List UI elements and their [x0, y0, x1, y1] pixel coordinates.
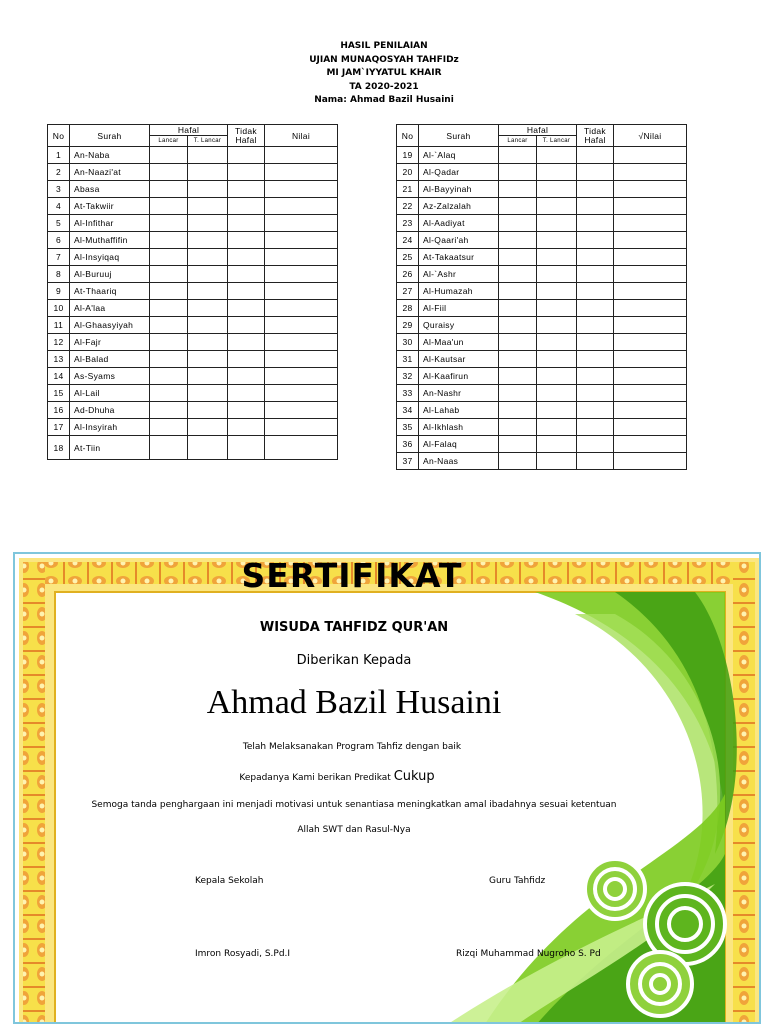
- cell-tidak-hafal: [577, 232, 614, 249]
- cell-tidak-hafal: [228, 181, 265, 198]
- cell-lancar: [499, 453, 537, 470]
- row-number: 15: [48, 385, 70, 402]
- cell-nilai: [614, 368, 687, 385]
- cell-tidak-hafal: [577, 300, 614, 317]
- row-number: 18: [48, 436, 70, 460]
- cell-tidak-hafal: [577, 334, 614, 351]
- certificate-title: SERTIFIKAT: [241, 556, 463, 595]
- row-number: 30: [397, 334, 419, 351]
- cell-t-lancar: [188, 385, 228, 402]
- cell-t-lancar: [537, 283, 577, 300]
- row-number: 4: [48, 198, 70, 215]
- cell-lancar: [499, 266, 537, 283]
- cell-tidak-hafal: [577, 351, 614, 368]
- cell-lancar: [499, 181, 537, 198]
- cell-nilai: [265, 300, 338, 317]
- cell-lancar: [150, 351, 188, 368]
- signatory-principal-title: Kepala Sekolah: [195, 876, 264, 886]
- cell-tidak-hafal: [577, 453, 614, 470]
- row-surah: Al-Fiil: [419, 300, 499, 317]
- cell-tidak-hafal: [228, 402, 265, 419]
- cell-lancar: [499, 334, 537, 351]
- cell-nilai: [265, 368, 338, 385]
- row-number: 13: [48, 351, 70, 368]
- cell-tidak-hafal: [577, 147, 614, 164]
- cell-nilai: [265, 385, 338, 402]
- table-row: [397, 436, 687, 453]
- cell-nilai: [265, 283, 338, 300]
- row-surah: An-Naazi'at: [70, 164, 150, 181]
- cell-lancar: [150, 249, 188, 266]
- row-surah: Al-Ghaasyiyah: [70, 317, 150, 334]
- cell-tidak-hafal: [228, 436, 265, 460]
- header-title: HASIL PENILAIAN: [340, 41, 428, 51]
- cell-nilai: [265, 402, 338, 419]
- col-surah: Surah: [70, 125, 150, 147]
- cell-lancar: [499, 385, 537, 402]
- header-school: MI JAM`IYYATUL KHAIR: [326, 68, 442, 78]
- cell-nilai: [265, 198, 338, 215]
- row-surah: Al-Falaq: [419, 436, 499, 453]
- cell-t-lancar: [537, 198, 577, 215]
- row-surah: Al-`Alaq: [419, 147, 499, 164]
- row-surah: Al-Aadiyat: [419, 215, 499, 232]
- cell-t-lancar: [537, 351, 577, 368]
- cell-t-lancar: [188, 215, 228, 232]
- row-surah: Al-Maa'un: [419, 334, 499, 351]
- cell-tidak-hafal: [228, 351, 265, 368]
- certificate-wish: Semoga tanda penghargaan ini menjadi motivasi untuk senantiasa meningkatkan amal ibadahnya sesuai ketentuan: [91, 800, 617, 810]
- table-row: [48, 317, 338, 334]
- table-row: [48, 266, 338, 283]
- table-row: [397, 402, 687, 419]
- row-surah: Al-Humazah: [419, 283, 499, 300]
- cell-t-lancar: [537, 300, 577, 317]
- cell-t-lancar: [537, 164, 577, 181]
- cell-nilai: [614, 402, 687, 419]
- cell-nilai: [265, 215, 338, 232]
- table-row: [48, 147, 338, 164]
- grade-table-right: [396, 124, 687, 470]
- cell-nilai: [265, 419, 338, 436]
- row-number: 36: [397, 436, 419, 453]
- cell-tidak-hafal: [577, 317, 614, 334]
- cell-lancar: [150, 385, 188, 402]
- cell-tidak-hafal: [577, 419, 614, 436]
- signatory-principal-name: Imron Rosyadi, S.Pd.I: [195, 949, 291, 959]
- cell-tidak-hafal: [577, 368, 614, 385]
- table-row: [48, 164, 338, 181]
- table-row: [48, 402, 338, 419]
- table-row: [48, 283, 338, 300]
- cell-nilai: [265, 351, 338, 368]
- row-number: 32: [397, 368, 419, 385]
- certificate-given-to: Diberikan Kepada: [296, 653, 412, 668]
- row-surah: At-Tiin: [70, 436, 150, 460]
- cell-t-lancar: [537, 368, 577, 385]
- certificate-recipient: Ahmad Bazil Husaini: [206, 684, 502, 721]
- row-number: 35: [397, 419, 419, 436]
- cell-t-lancar: [188, 198, 228, 215]
- cell-nilai: [614, 215, 687, 232]
- cell-tidak-hafal: [577, 164, 614, 181]
- table-row: [397, 453, 687, 470]
- cell-t-lancar: [188, 147, 228, 164]
- table-row: [397, 232, 687, 249]
- cell-nilai: [614, 266, 687, 283]
- table-row: [397, 215, 687, 232]
- row-number: 17: [48, 419, 70, 436]
- cell-lancar: [499, 147, 537, 164]
- cell-lancar: [150, 436, 188, 460]
- cell-lancar: [150, 181, 188, 198]
- cell-t-lancar: [537, 402, 577, 419]
- cell-nilai: [614, 385, 687, 402]
- row-surah: Al-Muthaffifin: [70, 232, 150, 249]
- cell-lancar: [499, 351, 537, 368]
- header-year: TA 2020-2021: [349, 81, 419, 92]
- row-number: 12: [48, 334, 70, 351]
- cell-lancar: [150, 232, 188, 249]
- certificate-wish-end: Allah SWT dan Rasul-Nya: [297, 825, 411, 835]
- cell-nilai: [265, 334, 338, 351]
- cell-tidak-hafal: [228, 317, 265, 334]
- row-number: 2: [48, 164, 70, 181]
- table-row: [397, 266, 687, 283]
- row-surah: Quraisy: [419, 317, 499, 334]
- certificate: [13, 552, 761, 1024]
- col-nilai: Nilai: [265, 125, 338, 147]
- table-row: [397, 283, 687, 300]
- row-number: 29: [397, 317, 419, 334]
- col-surah: Surah: [419, 125, 499, 147]
- certificate-predicate: Cukup: [393, 769, 435, 784]
- cell-nilai: [614, 334, 687, 351]
- row-surah: An-Nashr: [419, 385, 499, 402]
- report-header: [0, 40, 768, 108]
- cell-tidak-hafal: [577, 385, 614, 402]
- cell-nilai: [614, 198, 687, 215]
- cell-lancar: [499, 215, 537, 232]
- cell-tidak-hafal: [228, 215, 265, 232]
- cell-lancar: [499, 436, 537, 453]
- cell-lancar: [150, 368, 188, 385]
- row-surah: Al-Fajr: [70, 334, 150, 351]
- cell-lancar: [499, 402, 537, 419]
- row-number: 19: [397, 147, 419, 164]
- row-surah: Al-Kaafirun: [419, 368, 499, 385]
- cell-t-lancar: [188, 402, 228, 419]
- table-row: [48, 334, 338, 351]
- cell-lancar: [150, 147, 188, 164]
- table-row: [397, 419, 687, 436]
- cell-tidak-hafal: [577, 249, 614, 266]
- cell-lancar: [150, 419, 188, 436]
- row-surah: Al-Insyiqaq: [70, 249, 150, 266]
- row-surah: Al-A'laa: [70, 300, 150, 317]
- cell-lancar: [499, 283, 537, 300]
- table-row: [48, 436, 338, 460]
- row-number: 5: [48, 215, 70, 232]
- row-surah: Ad-Dhuha: [70, 402, 150, 419]
- cell-tidak-hafal: [577, 215, 614, 232]
- table-row: [397, 147, 687, 164]
- row-number: 21: [397, 181, 419, 198]
- col-tidak-hafal: Tidak Hafal: [228, 125, 265, 147]
- cell-t-lancar: [188, 232, 228, 249]
- cell-lancar: [150, 283, 188, 300]
- cell-tidak-hafal: [228, 198, 265, 215]
- cell-nilai: [614, 453, 687, 470]
- cell-lancar: [150, 164, 188, 181]
- cell-t-lancar: [537, 232, 577, 249]
- table-row: [48, 385, 338, 402]
- row-surah: At-Thaariq: [70, 283, 150, 300]
- header-student-name: Nama: Ahmad Bazil Husaini: [314, 95, 454, 105]
- cell-t-lancar: [537, 385, 577, 402]
- row-number: 27: [397, 283, 419, 300]
- cell-t-lancar: [188, 317, 228, 334]
- grade-table-left: [47, 124, 338, 460]
- cell-lancar: [499, 300, 537, 317]
- row-number: 6: [48, 232, 70, 249]
- cell-t-lancar: [537, 249, 577, 266]
- col-hafal: Hafal: [499, 125, 577, 136]
- table-row: [48, 181, 338, 198]
- row-number: 20: [397, 164, 419, 181]
- table-row: [397, 249, 687, 266]
- cell-tidak-hafal: [228, 300, 265, 317]
- cell-nilai: [614, 300, 687, 317]
- cell-t-lancar: [537, 215, 577, 232]
- row-surah: Al-Kautsar: [419, 351, 499, 368]
- cell-lancar: [499, 232, 537, 249]
- cell-lancar: [150, 266, 188, 283]
- table-row: [397, 351, 687, 368]
- row-number: 11: [48, 317, 70, 334]
- cell-lancar: [499, 317, 537, 334]
- cell-tidak-hafal: [228, 283, 265, 300]
- cell-t-lancar: [188, 181, 228, 198]
- cell-tidak-hafal: [228, 249, 265, 266]
- row-number: 9: [48, 283, 70, 300]
- row-surah: An-Naba: [70, 147, 150, 164]
- signatory-teacher-name: Rizqi Muhammad Nugroho S. Pd: [456, 949, 601, 959]
- table-row: [48, 215, 338, 232]
- row-surah: Al-Balad: [70, 351, 150, 368]
- row-surah: At-Takaatsur: [419, 249, 499, 266]
- col-no: No: [397, 125, 419, 147]
- row-number: 23: [397, 215, 419, 232]
- row-number: 1: [48, 147, 70, 164]
- cell-nilai: [265, 232, 338, 249]
- table-row: [397, 300, 687, 317]
- row-number: 33: [397, 385, 419, 402]
- table-row: [397, 317, 687, 334]
- col-lancar: Lancar: [499, 136, 537, 147]
- cell-lancar: [150, 198, 188, 215]
- table-row: [397, 181, 687, 198]
- cell-lancar: [150, 402, 188, 419]
- cell-tidak-hafal: [228, 385, 265, 402]
- row-surah: Al-Ikhlash: [419, 419, 499, 436]
- cell-t-lancar: [188, 283, 228, 300]
- cell-t-lancar: [537, 181, 577, 198]
- row-number: 16: [48, 402, 70, 419]
- row-surah: As-Syams: [70, 368, 150, 385]
- cell-tidak-hafal: [577, 436, 614, 453]
- certificate-statement: Telah Melaksanakan Program Tahfiz dengan baik: [242, 742, 462, 752]
- cell-lancar: [150, 215, 188, 232]
- cell-tidak-hafal: [228, 334, 265, 351]
- signatory-teacher-title: Guru Tahfidz: [489, 876, 546, 886]
- cell-t-lancar: [188, 351, 228, 368]
- row-number: 22: [397, 198, 419, 215]
- col-hafal: Hafal: [150, 125, 228, 136]
- cell-nilai: [614, 181, 687, 198]
- table-row: [48, 300, 338, 317]
- cell-nilai: [265, 266, 338, 283]
- cell-t-lancar: [537, 147, 577, 164]
- cell-lancar: [499, 249, 537, 266]
- row-surah: Al-Qadar: [419, 164, 499, 181]
- table-row: [48, 351, 338, 368]
- cell-tidak-hafal: [577, 283, 614, 300]
- cell-lancar: [150, 334, 188, 351]
- cell-nilai: [614, 164, 687, 181]
- cell-nilai: [265, 147, 338, 164]
- row-surah: Al-Insyirah: [70, 419, 150, 436]
- cell-nilai: [614, 283, 687, 300]
- cell-nilai: [265, 181, 338, 198]
- col-lancar: Lancar: [150, 136, 188, 147]
- cell-t-lancar: [188, 164, 228, 181]
- cell-nilai: [614, 232, 687, 249]
- row-number: 24: [397, 232, 419, 249]
- table-row: [397, 164, 687, 181]
- cell-nilai: [614, 351, 687, 368]
- cell-t-lancar: [188, 334, 228, 351]
- table-row: [397, 334, 687, 351]
- row-number: 3: [48, 181, 70, 198]
- row-surah: Abasa: [70, 181, 150, 198]
- cell-tidak-hafal: [577, 198, 614, 215]
- cell-nilai: [265, 164, 338, 181]
- row-number: 28: [397, 300, 419, 317]
- cell-lancar: [499, 164, 537, 181]
- cell-t-lancar: [188, 436, 228, 460]
- row-surah: Al-Bayyinah: [419, 181, 499, 198]
- table-row: [48, 368, 338, 385]
- row-surah: Al-Buruuj: [70, 266, 150, 283]
- col-t-lancar: T. Lancar: [537, 136, 577, 147]
- cell-lancar: [150, 300, 188, 317]
- row-number: 25: [397, 249, 419, 266]
- cell-nilai: [614, 419, 687, 436]
- cell-tidak-hafal: [577, 266, 614, 283]
- cell-tidak-hafal: [228, 164, 265, 181]
- row-number: 26: [397, 266, 419, 283]
- cell-t-lancar: [188, 300, 228, 317]
- cell-lancar: [499, 419, 537, 436]
- row-number: 10: [48, 300, 70, 317]
- cell-t-lancar: [537, 317, 577, 334]
- col-t-lancar: T. Lancar: [188, 136, 228, 147]
- cell-t-lancar: [537, 436, 577, 453]
- row-surah: At-Takwiir: [70, 198, 150, 215]
- row-number: 14: [48, 368, 70, 385]
- table-row: [48, 249, 338, 266]
- cell-nilai: [614, 249, 687, 266]
- cell-lancar: [499, 198, 537, 215]
- table-row: [48, 232, 338, 249]
- cell-tidak-hafal: [228, 147, 265, 164]
- cell-lancar: [150, 317, 188, 334]
- row-surah: Al-Qaari'ah: [419, 232, 499, 249]
- cell-tidak-hafal: [228, 266, 265, 283]
- row-number: 37: [397, 453, 419, 470]
- row-number: 8: [48, 266, 70, 283]
- header-exam: UJIAN MUNAQOSYAH TAHFIDz: [309, 54, 459, 65]
- cell-tidak-hafal: [228, 419, 265, 436]
- cell-nilai: [265, 249, 338, 266]
- cell-t-lancar: [537, 266, 577, 283]
- certificate-event: WISUDA TAHFIDZ QUR'AN: [259, 620, 449, 635]
- table-row: [48, 419, 338, 436]
- cell-t-lancar: [188, 368, 228, 385]
- cell-tidak-hafal: [577, 402, 614, 419]
- cell-t-lancar: [188, 266, 228, 283]
- cell-tidak-hafal: [577, 181, 614, 198]
- cell-t-lancar: [537, 453, 577, 470]
- row-surah: Al-Lail: [70, 385, 150, 402]
- row-number: 34: [397, 402, 419, 419]
- cell-t-lancar: [188, 419, 228, 436]
- row-surah: Al-Lahab: [419, 402, 499, 419]
- cell-tidak-hafal: [228, 368, 265, 385]
- cell-lancar: [499, 368, 537, 385]
- table-row: [397, 368, 687, 385]
- col-tidak-hafal: Tidak Hafal: [577, 125, 614, 147]
- table-row: [397, 385, 687, 402]
- row-number: 31: [397, 351, 419, 368]
- cell-t-lancar: [188, 249, 228, 266]
- row-surah: Az-Zalzalah: [419, 198, 499, 215]
- certificate-predicate-line: Kepadanya Kami berikan Predikat Cukup: [239, 769, 435, 784]
- cell-nilai: [614, 436, 687, 453]
- cell-nilai: [614, 317, 687, 334]
- cell-t-lancar: [537, 419, 577, 436]
- cell-tidak-hafal: [228, 232, 265, 249]
- col-no: No: [48, 125, 70, 147]
- row-surah: Al-`Ashr: [419, 266, 499, 283]
- col-nilai: √Nilai: [614, 125, 687, 147]
- row-surah: Al-Infithar: [70, 215, 150, 232]
- cell-nilai: [265, 436, 338, 460]
- cell-t-lancar: [537, 334, 577, 351]
- row-surah: An-Naas: [419, 453, 499, 470]
- cell-nilai: [614, 147, 687, 164]
- table-row: [48, 198, 338, 215]
- table-row: [397, 198, 687, 215]
- cell-nilai: [265, 317, 338, 334]
- row-number: 7: [48, 249, 70, 266]
